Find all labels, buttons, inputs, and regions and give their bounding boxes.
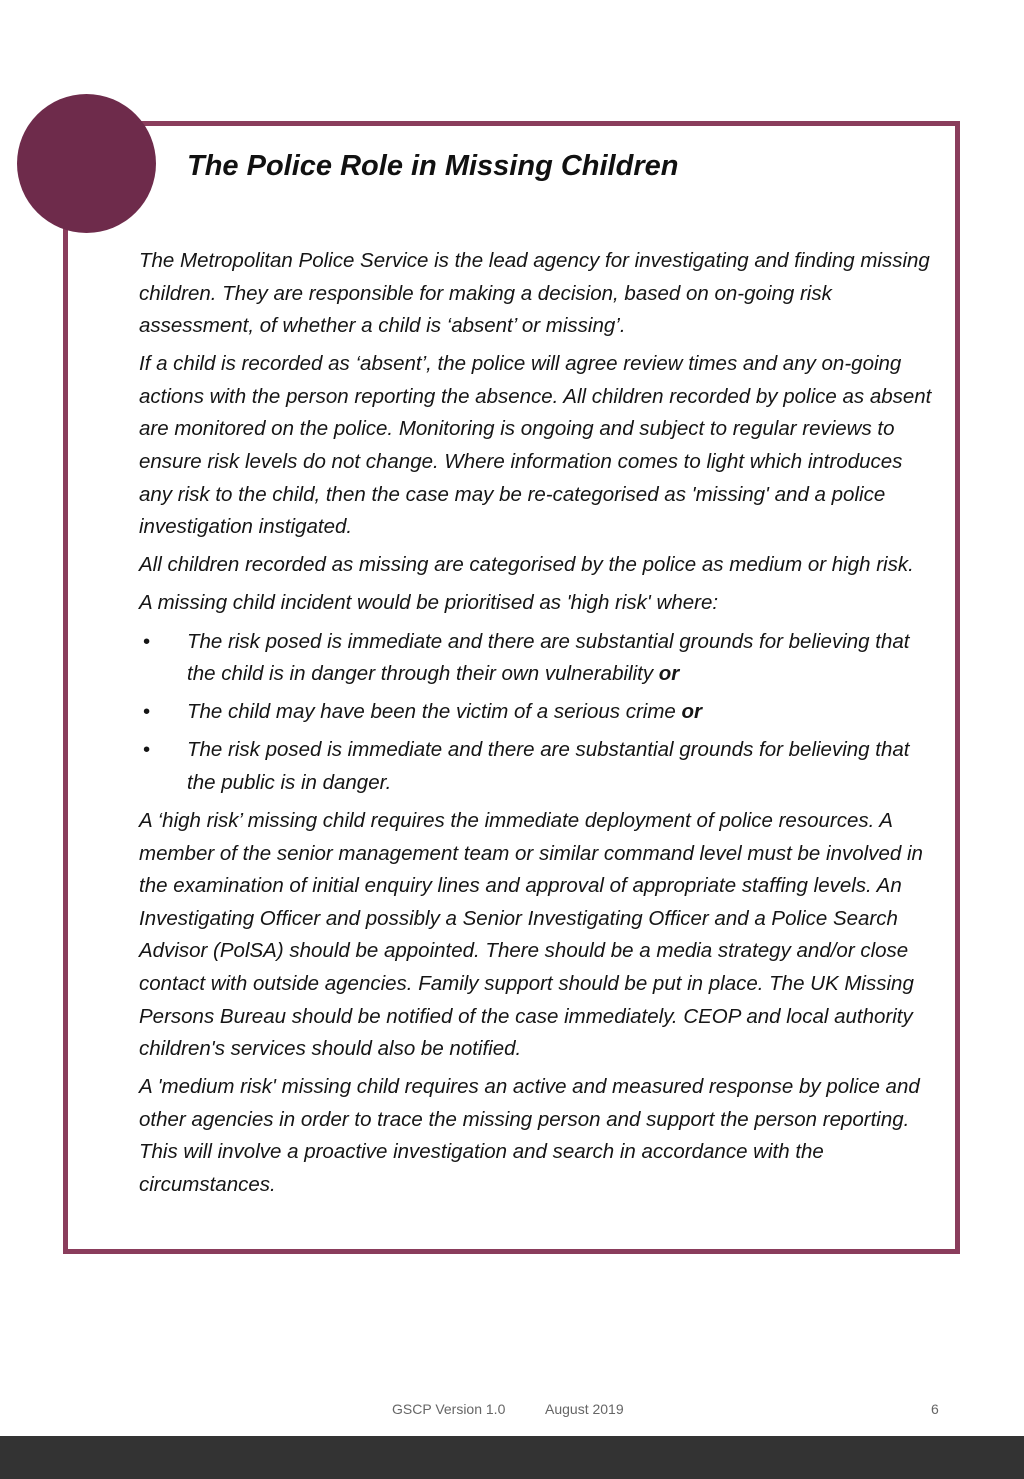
footer-date: August 2019 xyxy=(545,1401,624,1417)
bullet-icon: • xyxy=(143,700,151,724)
body-content xyxy=(139,245,934,1207)
paragraph-risk-categories: All children recorded as missing are categorised by the police as medium or high risk. xyxy=(139,553,914,577)
list-item-conjunction: or xyxy=(681,700,702,724)
list-item xyxy=(139,626,934,691)
bottom-bar xyxy=(0,1436,1024,1479)
page-number: 6 xyxy=(931,1401,939,1417)
paragraph-medium-risk-response: A 'medium risk' missing child requires an active and measured response by police and other agencies in order to trace the missing person and support the person reporting. This will involve a proactive investigation and search in accordance with the circumstances. xyxy=(139,1075,920,1197)
list-item-text: The risk posed is immediate and there are substantial grounds for believing that the public is in danger. xyxy=(187,738,910,794)
bullet-icon: • xyxy=(143,629,151,653)
list-item-text: The child may have been the victim of a serious crime xyxy=(187,700,682,724)
list-item xyxy=(139,696,934,729)
page-title: The Police Role in Missing Children xyxy=(187,150,679,182)
decorative-circle xyxy=(17,94,156,233)
high-risk-criteria-list xyxy=(139,626,934,800)
paragraph-absent: If a child is recorded as ‘absent’, the police will agree review times and any on-going actions with the person reporting the absence. All children recorded by police as absent are monitored on the police. Monitoring is ongoing and subject to regular reviews to ensure risk levels do not change. Where information comes to light which introduces any risk to the child, then the case may be re-categorised as 'missing' and a police investigation instigated. xyxy=(139,352,932,539)
bullet-icon: • xyxy=(143,738,151,762)
paragraph-high-risk-response: A ‘high risk’ missing child requires the immediate deployment of police resources. A member of the senior management team or similar command level must be involved in the examination of initial enquiry lines and approval of appropriate staffing levels. An Investigating Officer and possibly a Senior Investigating Officer and a Police Search Advisor (PolSA) should be appointed. There should be a media strategy and/or close contact with outside agencies. Family support should be put in place. The UK Missing Persons Bureau should be notified of the case immediately. CEOP and local authority children's services should also be notified. xyxy=(139,809,923,1061)
list-item-text: The risk posed is immediate and there are substantial grounds for believing that the child is in danger through their own vulnerability xyxy=(187,629,910,686)
list-item xyxy=(139,734,934,799)
paragraph-high-risk-intro: A missing child incident would be prioritised as 'high risk' where: xyxy=(139,591,719,615)
footer-version: GSCP Version 1.0 xyxy=(392,1401,506,1417)
paragraph-lead-agency: The Metropolitan Police Service is the lead agency for investigating and finding missing children. They are responsible for making a decision, based on on-going risk assessment, of whether a child is ‘absent’ or missing’. xyxy=(139,249,930,338)
list-item-conjunction: or xyxy=(658,662,680,686)
